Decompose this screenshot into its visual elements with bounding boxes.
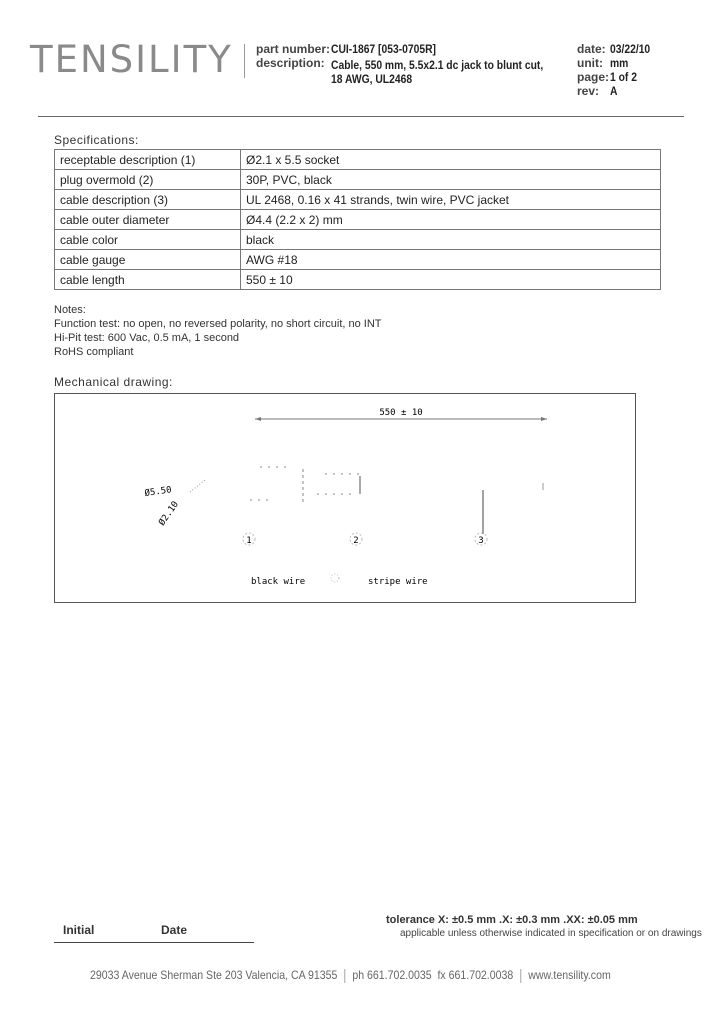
initial-label: Initial [63,923,95,937]
header-rule [38,116,684,117]
footer-address: 29033 Avenue Sherman Ste 203 Valencia, CA 91355 [90,968,338,982]
part-number-label: part number: [256,42,331,56]
notes-title: Notes: [54,304,86,316]
spec-name: cable gauge [55,250,241,270]
part-number-value: CUI-1867 [053-0705R] [331,42,436,56]
table-row [55,250,661,270]
spec-value: 550 ± 10 [241,270,661,290]
footer-date-label: Date [161,923,188,937]
description-line-1: Cable, 550 mm, 5.5x2.1 dc jack to blunt cut, [331,58,544,72]
footer-phone: ph 661.702.0035 [352,968,432,982]
footer-fax: fx 661.702.0038 [437,968,514,982]
page-label: page: [577,70,610,84]
wire-cross-section [331,574,339,582]
rev-value: A [610,84,618,98]
spec-name: cable description (3) [55,190,241,210]
spec-value: AWG #18 [241,250,661,270]
unit-value: mm [610,56,629,70]
notes-line: Hi-Pit test: 600 Vac, 0.5 mA, 1 second [54,332,240,344]
date-value: 03/22/10 [610,42,651,56]
footer-separator [520,969,521,983]
length-dimension-label: 550 ± 10 [379,408,423,418]
signature-rule [54,942,254,943]
logo-divider [244,44,245,78]
footer-separator [344,969,345,983]
company-logo: TENSILITY [30,38,233,81]
spec-value: Ø2.1 x 5.5 socket [241,150,661,170]
unit-label: unit: [577,56,603,70]
drawing-title: Mechanical drawing: [54,375,173,389]
table-row [55,170,661,190]
spec-name: receptable description (1) [55,150,241,170]
mechanical-drawing [54,393,636,603]
specifications-title: Specifications: [54,133,139,147]
table-row [55,150,661,170]
notes-line: Function test: no open, no reversed polarity, no short circuit, no INT [54,318,382,330]
company-footer [90,968,611,983]
spec-name: cable length [55,270,241,290]
arrow-left-icon [255,417,261,421]
spec-name: cable color [55,230,241,250]
tolerance-note: applicable unless otherwise indicated in specification or on drawings [400,928,702,939]
diameter-leader [190,480,205,492]
spec-value: 30P, PVC, black [241,170,661,190]
arrow-right-icon [541,417,547,421]
spec-name: cable outer diameter [55,210,241,230]
callout-2-label: 2 [353,536,359,546]
spec-name: plug overmold (2) [55,170,241,190]
tolerance-line: tolerance X: ±0.5 mm .X: ±0.3 mm .XX: ±0.05 mm [386,914,638,926]
spec-value: UL 2468, 0.16 x 41 strands, twin wire, PVC jacket [241,190,661,210]
diameter-5-5-label: Ø5.50 [144,485,173,499]
table-row [55,270,661,290]
spec-value: black [241,230,661,250]
table-row [55,230,661,250]
callout-1-label: 1 [246,536,252,546]
diameter-2-1-label: Ø2.10 [157,499,181,528]
drawing-svg [55,394,635,602]
spec-value: Ø4.4 (2.2 x 2) mm [241,210,661,230]
stripe-wire-label: stripe wire [368,577,428,587]
footer-web-link[interactable]: www.tensility.com [528,968,611,982]
description-line-2: 18 AWG, UL2468 [331,72,413,86]
notes-section [54,303,382,359]
page-value: 1 of 2 [610,70,637,84]
date-label: date: [577,42,606,56]
rev-label: rev: [577,84,600,98]
description-label: description: [256,56,325,70]
black-wire-label: black wire [251,577,306,587]
table-row [55,210,661,230]
callout-3-label: 3 [478,536,484,546]
specifications-table [54,149,661,290]
table-row [55,190,661,210]
notes-line: RoHS compliant [54,346,134,358]
